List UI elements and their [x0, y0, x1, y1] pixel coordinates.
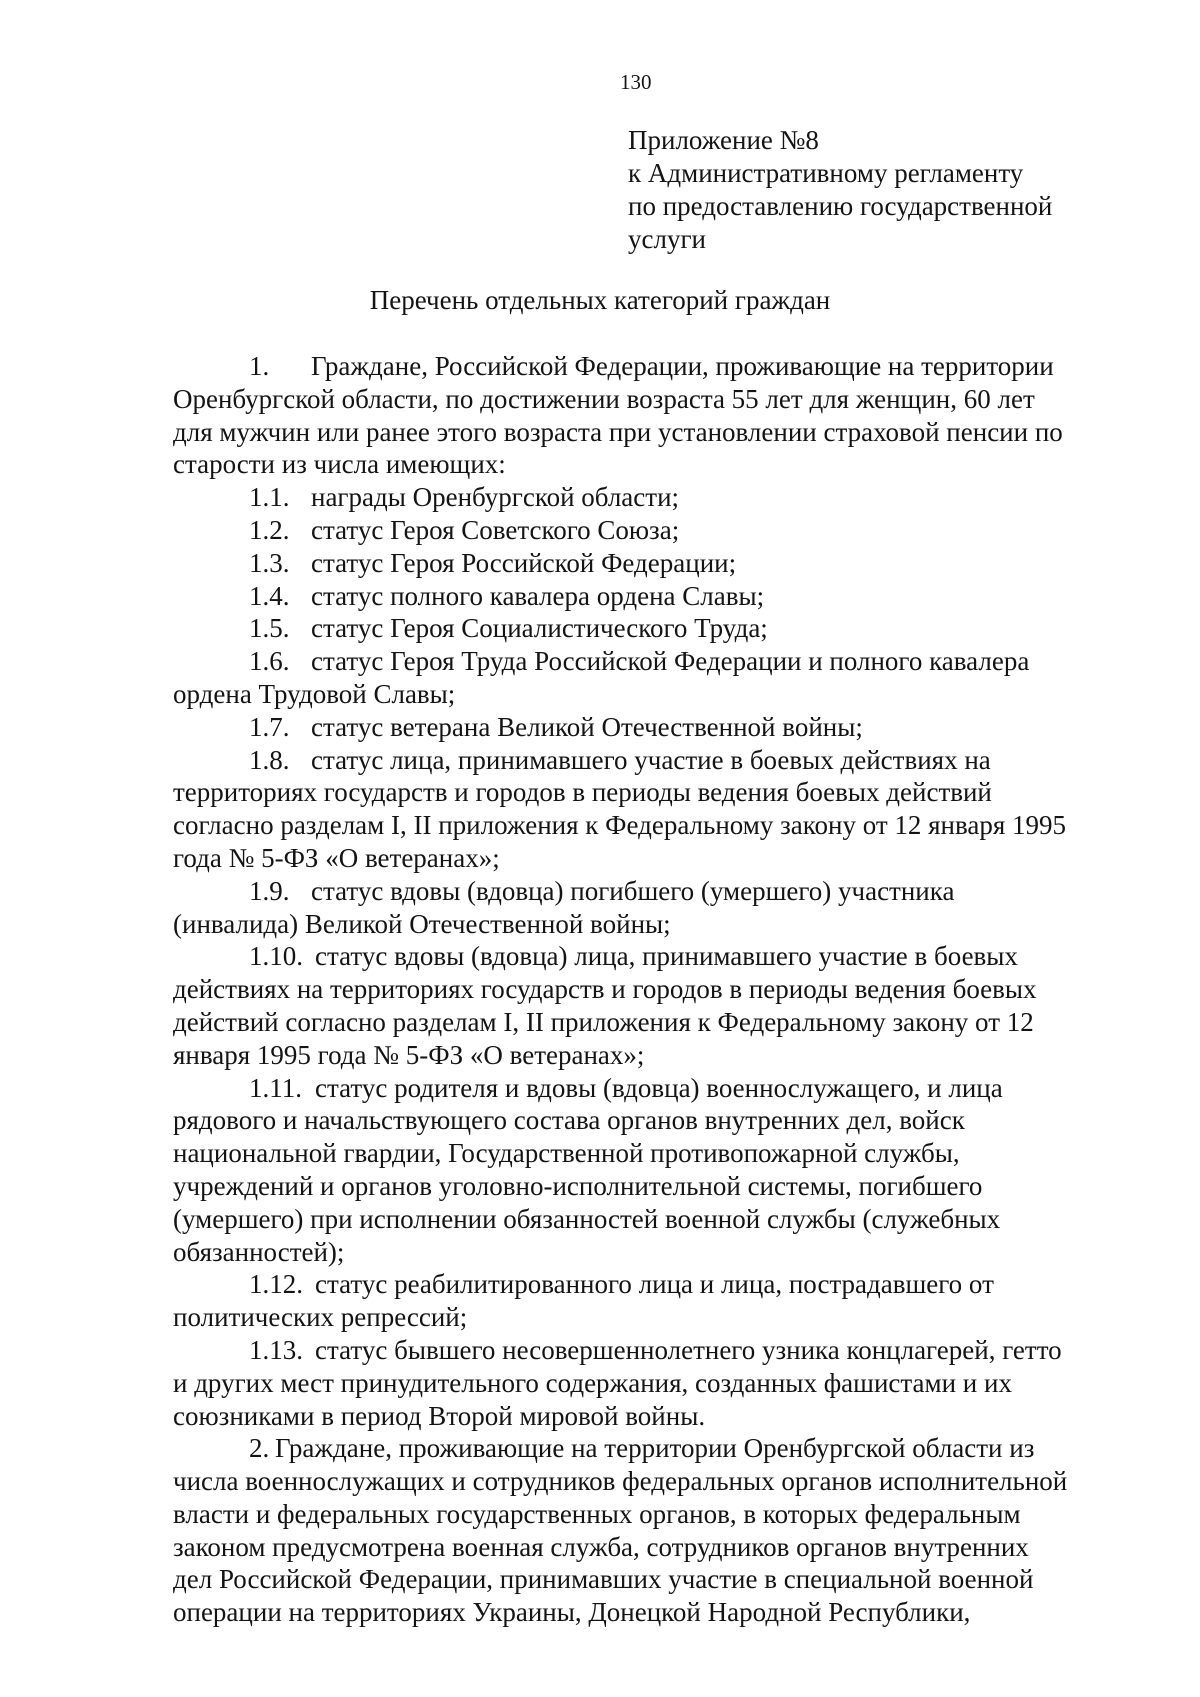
list-item-line [173, 940, 1133, 973]
list-item-number: 1.7. [249, 711, 290, 742]
list-item [173, 645, 1133, 711]
document-body [173, 350, 1133, 1629]
list-item-text: законом предусмотрена военная служба, сотрудников органов внутренних [173, 1531, 1029, 1562]
list-item-text: рядового и начальствующего состава органов внутренних дел, войск [173, 1105, 965, 1136]
list-item [173, 350, 1133, 481]
list-item-number: 1.10. [249, 941, 303, 972]
appendix-header [628, 124, 1052, 256]
list-item-number: 1.4. [249, 580, 290, 611]
list-item-text: национальной гвардии, Государственной противопожарной службы, [173, 1138, 960, 1169]
list-item-line [173, 744, 1133, 777]
list-item-line [173, 711, 1133, 744]
list-item-text: награды Оренбургской области; [311, 482, 680, 513]
list-item-text: учреждений и органов уголовно-исполнительной системы, погибшего [173, 1170, 983, 1201]
list-item [173, 580, 1133, 613]
list-item-number: 2. [249, 1433, 270, 1464]
list-item-text: старости из числа имеющих: [173, 449, 506, 480]
appendix-line: по предоставлению государственной [628, 191, 1053, 221]
list-item-text: статус бывшего несовершеннолетнего узника концлагерей, гетто [315, 1334, 1062, 1365]
list-item-number: 1.2. [249, 514, 290, 545]
list-item-text: операции на территориях Украины, Донецкой Народной Республики, [173, 1597, 971, 1628]
list-item [173, 875, 1133, 941]
list-item-line [173, 547, 1133, 580]
list-item-line [173, 514, 1133, 547]
list-item-text: статус родителя и вдовы (вдовца) военнослужащего, и лица [315, 1072, 1003, 1103]
list-item-number: 1.1. [249, 482, 290, 513]
list-item-text: (инвалида) Великой Отечественной войны; [173, 908, 671, 939]
list-item-text: (умершего) при исполнении обязанностей военной службы (служебных [173, 1203, 1001, 1234]
list-item [173, 547, 1133, 580]
list-item [173, 1072, 1133, 1269]
list-item-text: статус ветерана Великой Отечественной войны; [311, 711, 863, 742]
list-item-text: территориях государств и городов в периоды ведения боевых действий [173, 777, 992, 808]
list-item-text: действиях на территориях государств и городов в периоды ведения боевых [173, 974, 1037, 1005]
list-item-number: 1.5. [249, 613, 290, 644]
list-item-text: ордена Трудовой Славы; [173, 678, 456, 709]
list-item [173, 1432, 1133, 1629]
page-number: 130 [620, 70, 652, 94]
list-item [173, 612, 1133, 645]
document-title: Перечень отдельных категорий граждан [369, 285, 831, 315]
list-item-line [173, 1072, 1133, 1105]
list-item-line [173, 875, 1133, 908]
list-item [173, 744, 1133, 875]
list-item-text: числа военнослужащих и сотрудников федеральных органов исполнительной [173, 1466, 1068, 1497]
list-item-text: власти и федеральных государственных органов, в которых федеральным [173, 1498, 1021, 1529]
appendix-line: к Административному регламенту [628, 158, 1024, 188]
list-item-text: Оренбургской области, по достижении возраста 55 лет для женщин, 60 лет [173, 383, 1035, 414]
list-item-text: для мужчин или ранее этого возраста при установлении страховой пенсии по [173, 416, 1063, 447]
list-item-line [173, 1268, 1133, 1301]
list-item [173, 481, 1133, 514]
list-item [173, 1334, 1133, 1432]
list-item-text: статус лица, принимавшего участие в боевых действиях на [311, 744, 991, 775]
list-item-line [173, 481, 1133, 514]
list-item-text: января 1995 года № 5-ФЗ «О ветеранах»; [173, 1039, 645, 1070]
list-item-text: статус полного кавалера ордена Славы; [311, 580, 765, 611]
list-item-number: 1.8. [249, 744, 290, 775]
list-item-line [173, 580, 1133, 613]
list-item [173, 940, 1133, 1071]
list-item [173, 711, 1133, 744]
list-item-text: статус вдовы (вдовца) лица, принимавшего участие в боевых [315, 941, 1018, 972]
list-item [173, 1268, 1133, 1334]
list-item-number: 1.9. [249, 875, 290, 906]
list-item-number: 1.13. [249, 1334, 303, 1365]
list-item-text: статус вдовы (вдовца) погибшего (умершего) участника [311, 875, 955, 906]
list-item-text: согласно разделам I, II приложения к Федеральному закону от 12 января 1995 [173, 810, 1067, 841]
list-item-line [173, 612, 1133, 645]
list-item-text: статус реабилитированного лица и лица, пострадавшего от [315, 1269, 994, 1300]
appendix-line: услуги [628, 224, 706, 254]
list-item-text: политических репрессий; [173, 1302, 468, 1333]
list-item-text: обязанностей); [173, 1236, 345, 1267]
list-item-text: союзниками в период Второй мировой войны. [173, 1400, 706, 1431]
list-item-text: статус Героя Социалистического Труда; [311, 613, 768, 644]
list-item-number: 1.6. [249, 646, 290, 677]
list-item-number: 1.12. [249, 1269, 303, 1300]
list-item-text: статус Героя Труда Российской Федерации и полного кавалера [311, 646, 1030, 677]
list-item-text: действий согласно разделам I, II приложения к Федеральному закону от 12 [173, 1006, 1034, 1037]
list-item-text: Граждане, Российской Федерации, проживающие на территории [311, 351, 1054, 381]
list-item-line [173, 1334, 1133, 1367]
list-item-number: 1.11. [249, 1072, 302, 1103]
list-item-number: 1.3. [249, 547, 290, 578]
list-item-text: дел Российской Федерации, принимавших участие в специальной военной [173, 1564, 1034, 1595]
list-item-line [173, 645, 1133, 678]
list-item-text: статус Героя Советского Союза; [311, 514, 680, 545]
list-item-text: статус Героя Российской Федерации; [311, 547, 737, 578]
list-item-line [173, 350, 1133, 383]
list-item-line [173, 1432, 1133, 1465]
appendix-line: Приложение №8 [628, 125, 819, 155]
list-item-text: и других мест принудительного содержания, созданных фашистами и их [173, 1367, 1012, 1398]
list-item-number: 1. [249, 351, 270, 381]
list-item [173, 514, 1133, 547]
list-item-text: Граждане, проживающие на территории Оренбургской области из [275, 1433, 1035, 1464]
list-item-text: года № 5-ФЗ «О ветеранах»; [173, 842, 500, 873]
